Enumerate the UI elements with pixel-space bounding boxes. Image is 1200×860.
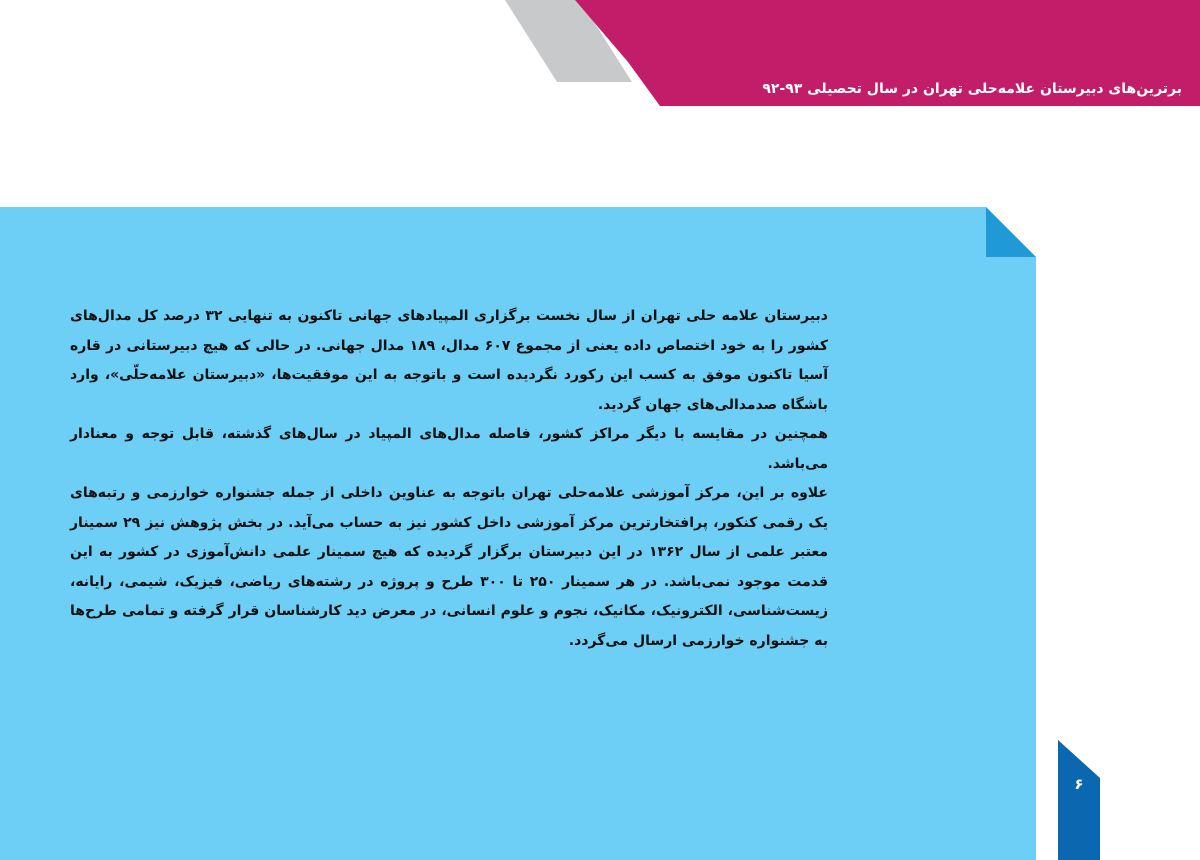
page-number-tab xyxy=(1058,740,1100,860)
page-number: ۶ xyxy=(1074,775,1084,793)
page-fold-corner xyxy=(986,207,1036,257)
body-text xyxy=(70,302,828,656)
header-banner xyxy=(0,0,1200,120)
paragraph-achievements: علاوه بر این، مرکز آموزشی علامه‌حلی تهران باتوجه به عناوین داخلی از جمله جشنواره خوارزمی و رتبه‌های یک رقمی کنکور، پرافتخارترین مرکز آموزشی داخل کشور نیز به حساب می‌آید. در بخش پژوهش نیز ۲۹ سمینار معتبر علمی از سال ۱۳۶۲ در این دبیرستان برگزار گردیده که هیچ سمینار علمی دانش‌آموزی در کشور به این قدمت موجود نمی‌باشد. در هر سمینار ۲۵۰ تا ۳۰۰ طرح و پروژه در رشته‌های ریاضی، فیزیک، شیمی، رایانه، زیست‌شناسی، الکترونیک، مکانیک، نجوم و علوم انسانی، در معرض دید کارشناسان قرار گرفته و تمامی طرح‌ها به جشنواره خوارزمی ارسال می‌گردد. xyxy=(70,485,828,649)
header-title: برترین‌های دبیرستان علامه‌حلی تهران در سال تحصیلی ۹۳-۹۲ xyxy=(762,81,1182,97)
paragraph-comparison: همچنین در مقایسه با دیگر مراکز کشور، فاصله مدال‌های المپیاد در سال‌های گذشته، قابل توجه و معنادار می‌باشد. xyxy=(70,426,828,472)
paragraph-olympiad-medals: دبیرستان علامه حلی تهران از سال نخست برگزاری المپیادهای جهانی تاکنون به تنهایی ۳۲ درصد کل مدال‌های کشور را به خود اختصاص داده یعنی از مجموع ۶۰۷ مدال، ۱۸۹ مدال جهانی. در حالی که هیچ دبیرستانی در قاره آسیا تاکنون موفق به کسب این رکورد نگردیده است و باتوجه به این موفقیت‌ها، «دبیرستان علامه‌حلّی»، وارد باشگاه صدمدالی‌های جهان گردید. xyxy=(70,308,828,413)
